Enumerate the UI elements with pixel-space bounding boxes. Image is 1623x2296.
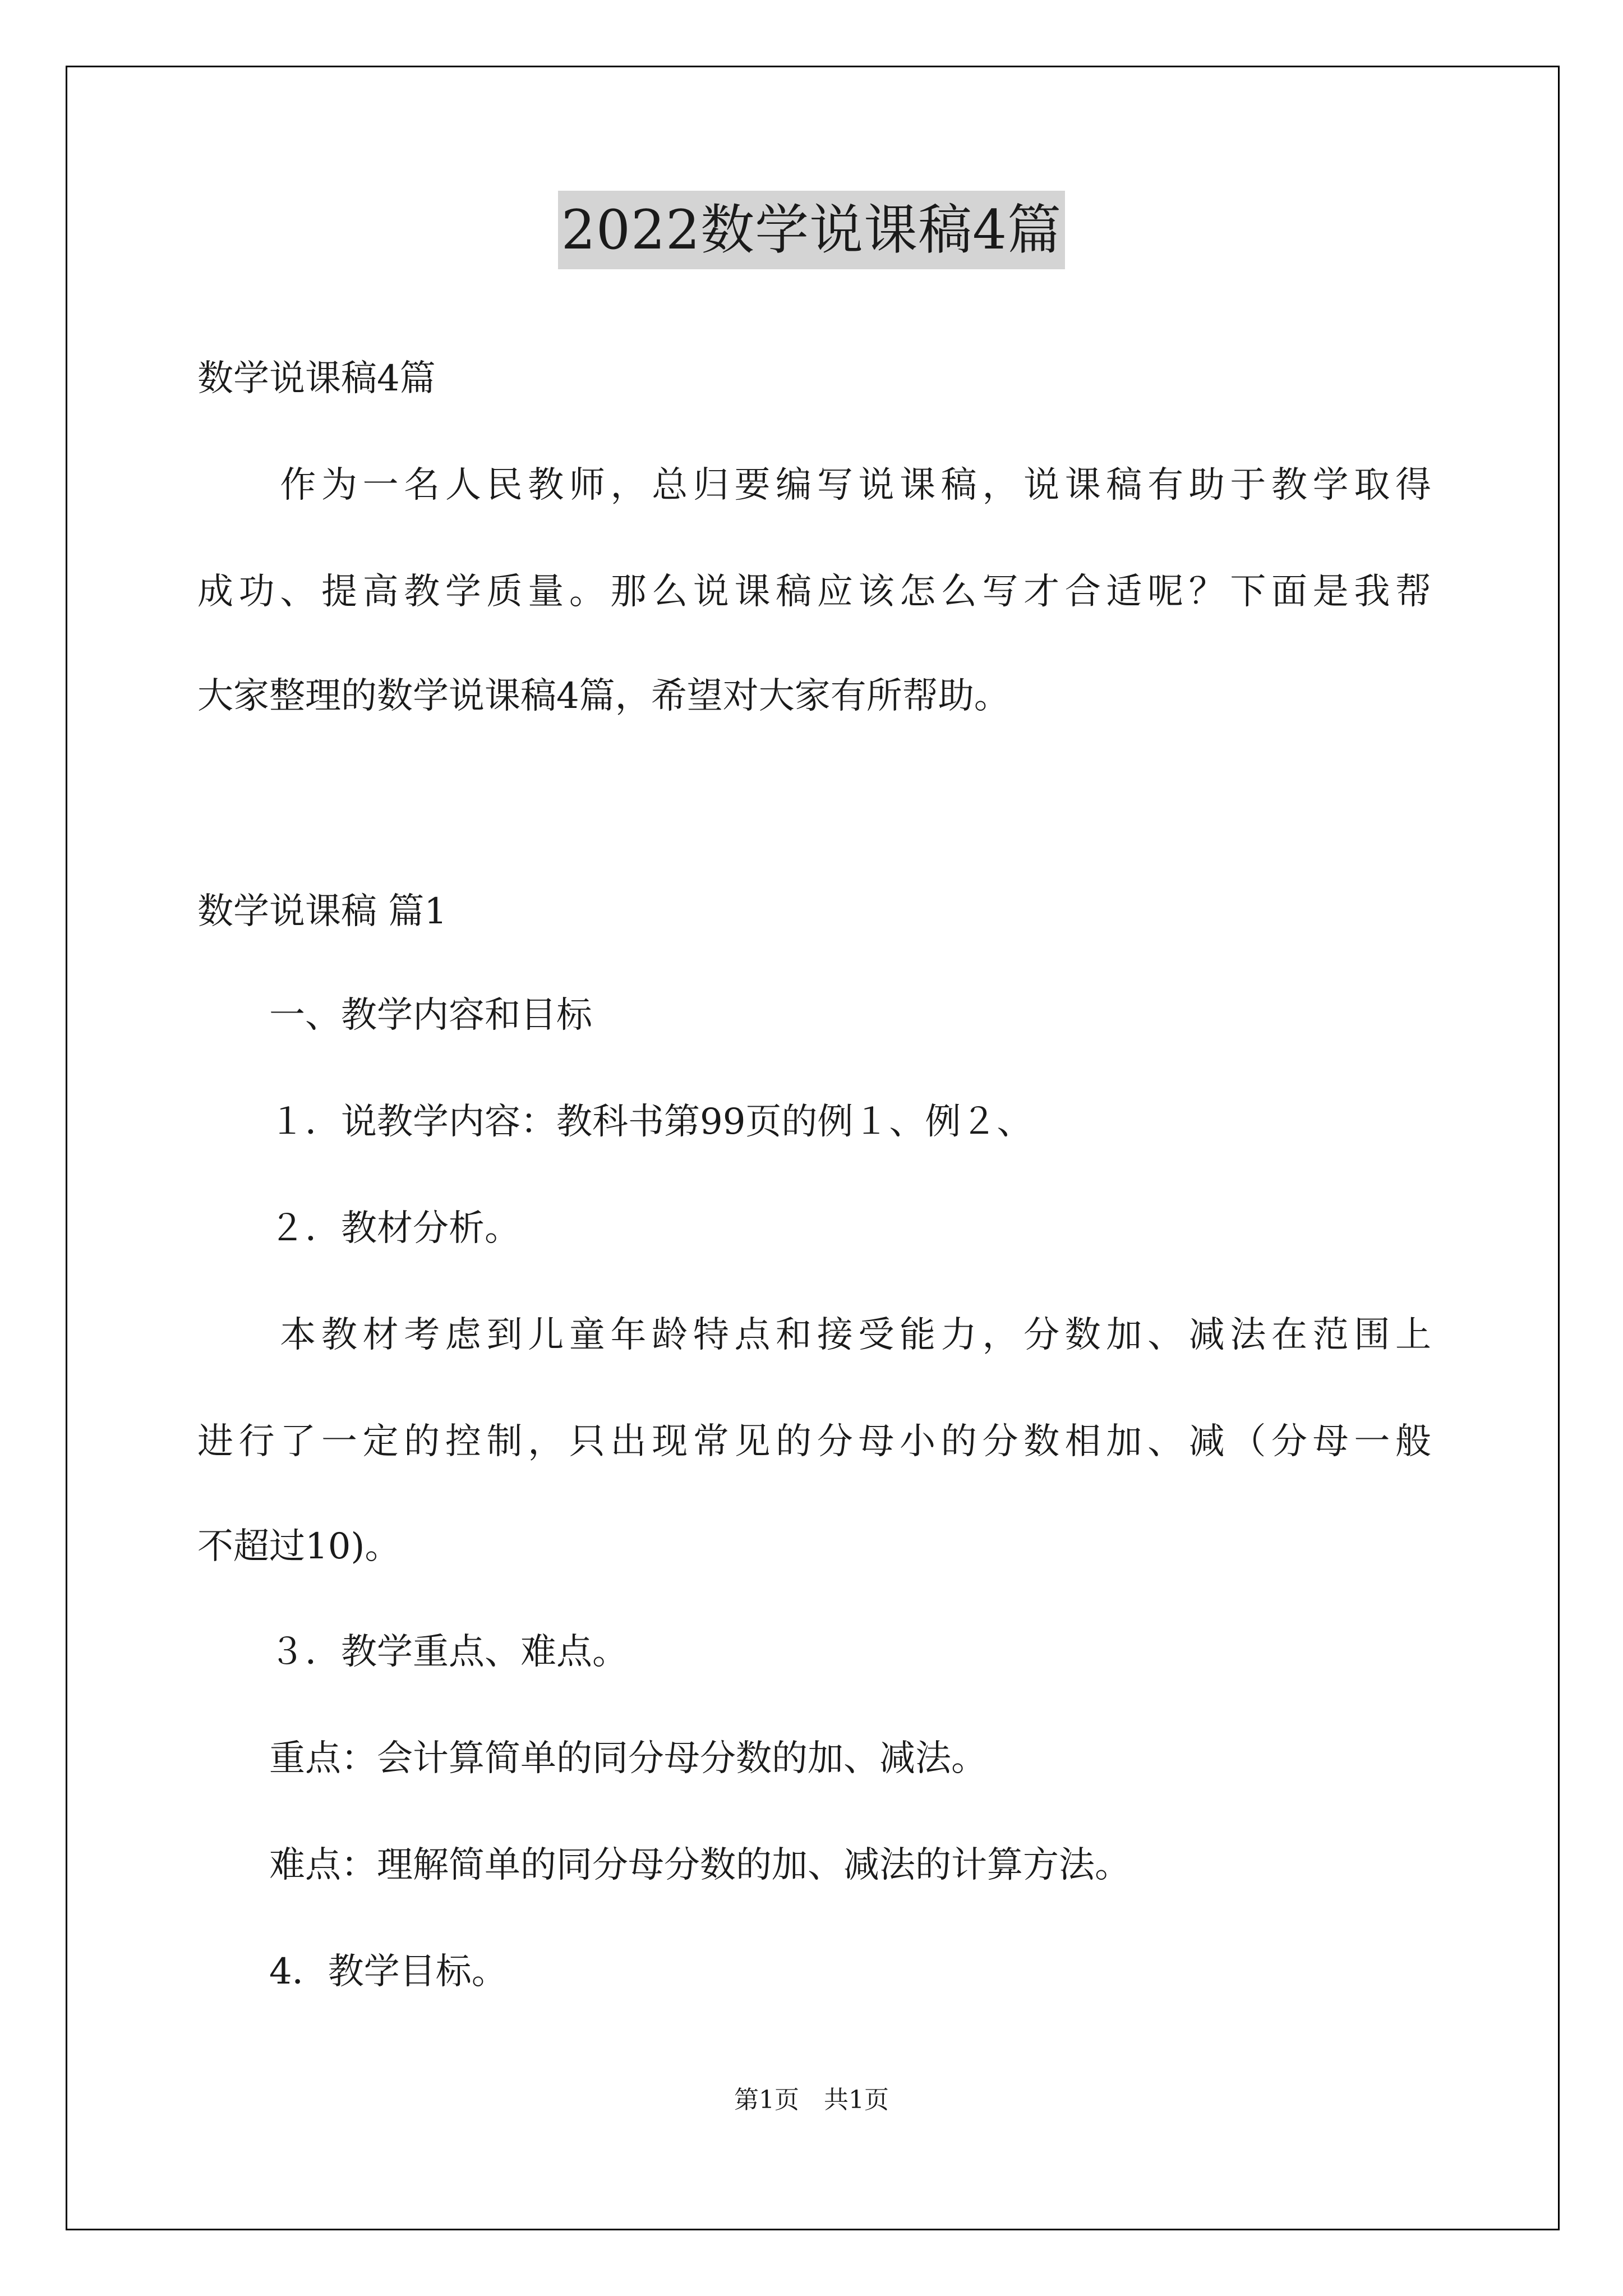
- outline-item: １．说教学内容：教科书第99页的例１、例２、: [197, 1101, 1033, 1143]
- outline-item: ３．教学重点、难点。: [197, 1631, 628, 1673]
- outline-item: 一、教学内容和目标: [197, 995, 592, 1036]
- paragraph-line: 不超过10)。: [197, 1526, 401, 1567]
- paragraph-line: 进行了一定的控制，只出现常见的分母小的分数相加、减（分母一般: [197, 1421, 1431, 1462]
- outline-item: 4．教学目标。: [197, 1951, 508, 1993]
- paragraph-line: 本教材考虑到儿童年龄特点和接受能力，分数加、减法在范围上: [197, 1314, 1431, 1356]
- document-subtitle: 数学说课稿4篇: [197, 358, 436, 399]
- section-heading: 数学说课稿 篇1: [197, 891, 448, 932]
- intro-line: 作为一名人民教师，总归要编写说课稿，说课稿有助于教学取得: [197, 464, 1431, 506]
- page-footer: 第1页 共1页: [734, 2086, 889, 2114]
- intro-line: 大家整理的数学说课稿4篇，希望对大家有所帮助。: [197, 675, 1010, 717]
- difficulty-text: 难点：理解简单的同分母分数的加、减法的计算方法。: [197, 1844, 1131, 1886]
- document-title: 2022数学说课稿4篇: [558, 191, 1065, 269]
- intro-line: 成功、提高教学质量。那么说课稿应该怎么写才合适呢？下面是我帮: [197, 571, 1431, 613]
- title-container: [0, 191, 1623, 269]
- key-point-text: 重点：会计算简单的同分母分数的加、减法。: [197, 1738, 987, 1779]
- outline-item: ２．教材分析。: [197, 1208, 520, 1249]
